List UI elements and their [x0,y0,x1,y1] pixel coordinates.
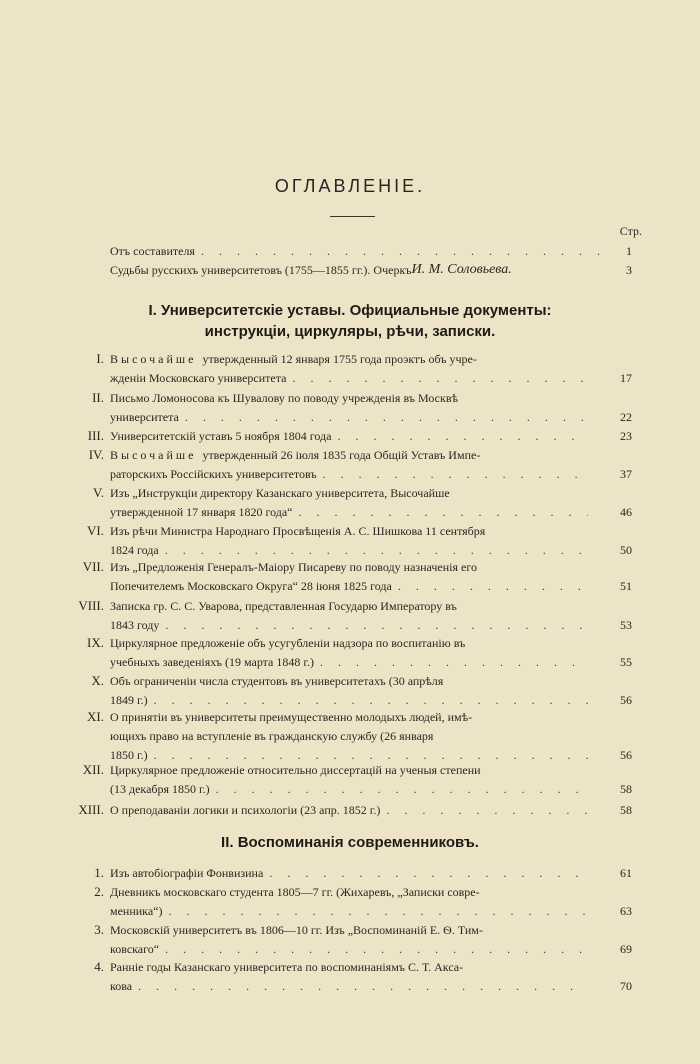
entry-text: Попечителемъ Московскаго Округа“ 28 іюня 1825 года [110,579,392,593]
toc-entry-line [0,465,700,483]
entry-author: И. М. Соловьева. [411,262,512,277]
entry-number: VI. [87,523,104,538]
entry-text: Высочайше утвержденный 12 января 1755 года проэктъ объ учре- [110,352,477,366]
toc-entry-line [0,921,700,939]
section-heading-1 [0,300,700,342]
toc-entry-line [0,369,700,387]
entry-text: (13 декабря 1850 г.) [110,782,210,796]
toc-entry-line [0,389,700,407]
entry-text: Университетскій уставъ 5 ноября 1804 года [110,429,332,443]
entry-number: 4. [94,959,104,974]
toc-entry-line [0,727,700,745]
toc-entry-line [0,634,700,652]
entry-text: Высочайше утвержденный 26 іюля 1835 года Общій Уставъ Импе- [110,448,481,462]
entry-page: 63 [620,904,632,918]
toc-entry-line [0,408,700,426]
entry-page: 17 [620,371,632,385]
leader-dots [165,616,588,634]
toc-entry-line [0,616,700,634]
entry-number: VII. [82,559,104,574]
entry-page: 53 [620,618,632,632]
leader-dots [216,780,588,798]
entry-number: XII. [82,762,104,777]
entry-page: 56 [620,693,632,707]
toc-entry-line [0,350,700,368]
page-column-label: Стр. [619,224,642,238]
toc-entry-line [0,691,700,709]
toc-entry-line [0,597,700,615]
toc-entry-line [0,864,700,882]
leader-dots [320,653,588,671]
section-heading-line: I. Университетскіе уставы. Официальные документы: [148,302,552,319]
toc-entry-line [0,558,700,576]
entry-number: VIII. [78,598,104,613]
entry-number: X. [91,673,104,688]
title-divider [330,216,375,217]
toc-entry-intro [0,242,700,260]
toc-entry-line [0,672,700,690]
entry-page: 3 [626,263,632,277]
leader-dots [386,801,588,819]
entry-text: утвержденной 17 января 1820 года“ [110,505,293,519]
entry-text: университета [110,410,179,424]
leader-dots [165,541,588,559]
entry-number: IX. [87,635,104,650]
toc-entry-line [0,958,700,976]
entry-number: IV. [88,447,104,462]
leader-dots [269,864,588,882]
entry-text: раторскихъ Россійскихъ университетовъ [110,467,317,481]
entry-text: Циркулярное предложеніе относительно диссертацій на ученыя степени [110,763,481,777]
toc-entry-line [0,446,700,464]
entry-text: 1849 г.) [110,693,148,707]
leader-dots [185,408,588,426]
entry-page: 56 [620,748,632,762]
leader-dots [138,977,588,995]
entry-page: 22 [620,410,632,424]
entry-text: Ранніе годы Казанскаго университета по воспоминаніямъ С. Т. Акса- [110,960,464,974]
entry-number: II. [92,390,104,405]
entry-number: I. [96,351,104,366]
entry-text: О принятіи въ университеты преимущественно молодыхъ людей, имѣ- [110,710,473,724]
entry-text: ковскаго“ [110,942,160,956]
entry-page: 70 [620,979,632,993]
leader-dots [298,503,588,521]
entry-text: Циркулярное предложеніе объ усугубленіи надзора по воспитанію въ [110,636,466,650]
leader-dots [154,691,588,709]
entry-page: 37 [620,467,632,481]
toc-entry-line [0,653,700,671]
page-title: ОГЛАВЛЕНІЕ. [274,176,426,196]
entry-page: 50 [620,543,632,557]
toc-entry-line [0,780,700,798]
entry-text: Судьбы русскихъ университетовъ (1755—1855 гг.). Очеркъ [110,263,412,277]
toc-entry-line [0,427,700,445]
entry-text: Изъ „Предложенія Генералъ-Маіору Писареву по поводу назначенія его [110,560,477,574]
entry-page: 58 [620,782,632,796]
entry-text: Изъ „Инструкціи директору Казанскаго университета, Высочайше [110,486,450,500]
entry-text: менника“) [110,904,163,918]
entry-text: жденіи Московскаго университета [110,371,287,385]
entry-page: 61 [620,866,632,880]
entry-text: Отъ составителя [110,244,195,258]
entry-text: учебныхъ заведеніяхъ (19 марта 1848 г.) [110,655,314,669]
entry-number: III. [87,428,104,443]
toc-entry-line [0,484,700,502]
entry-number: XIII. [78,802,104,817]
entry-number: 3. [94,922,104,937]
toc-entry-line [0,940,700,958]
entry-page: 58 [620,803,632,817]
entry-text: Изъ автобіографіи Фонвизина [110,866,264,880]
leader-dots [201,242,600,260]
entry-page: 51 [620,579,632,593]
entry-number: 2. [94,884,104,899]
toc-entry-line [0,977,700,995]
leader-dots [165,940,588,958]
leader-dots [168,902,588,920]
entry-text: Письмо Ломоносова къ Шувалову по поводу учрежденія въ Москвѣ [110,391,459,405]
entry-text: 1824 года [110,543,159,557]
toc-entry-line [0,708,700,726]
entry-page: 46 [620,505,632,519]
entry-text: ющихъ право на вступленіе въ гражданскую службу (26 января [110,729,434,743]
section-heading-line: II. Воспоминанія современниковъ. [221,834,479,851]
entry-text: Дневникъ московскаго студента 1805—7 гг. (Жихаревъ, „Записки совре- [110,885,480,899]
entry-number: XI. [87,709,104,724]
entry-text: Объ ограниченіи числа студентовъ въ университетахъ (30 апрѣля [110,674,444,688]
entry-text: кова [110,979,133,993]
section-heading-line: инструкціи, циркуляры, рѣчи, записки. [204,323,496,340]
entry-page: 23 [620,429,632,443]
toc-entry-line [0,883,700,901]
entry-text: Записка гр. С. С. Уварова, представленная Государю Императору въ [110,599,457,613]
toc-entry-line [0,503,700,521]
leader-dots [398,577,588,595]
entry-text: О преподаваніи логики и психологіи (23 апр. 1852 г.) [110,803,381,817]
entry-text: 1843 году [110,618,160,632]
leader-dots [323,465,588,483]
leader-dots [338,427,589,445]
entry-page: 1 [626,244,632,258]
toc-entry-line [0,522,700,540]
toc-entry-line [0,541,700,559]
entry-page: 69 [620,942,632,956]
leader-dots [292,369,588,387]
entry-text: Изъ рѣчи Министра Народнаго Просвѣщенія А. С. Шишкова 11 сентября [110,524,486,538]
toc-entry-line [0,801,700,819]
section-heading-2 [0,832,700,853]
entry-text: Московскій университетъ въ 1806—10 гг. Изъ „Воспоминаній Е. Ѳ. Тим- [110,923,483,937]
entry-text: 1850 г.) [110,748,148,762]
toc-entry-line [0,902,700,920]
entry-page: 55 [620,655,632,669]
toc-entry-essay [0,261,700,279]
toc-entry-line [0,577,700,595]
toc-entry-line [0,761,700,779]
entry-number: V. [93,485,104,500]
entry-number: 1. [94,865,104,880]
